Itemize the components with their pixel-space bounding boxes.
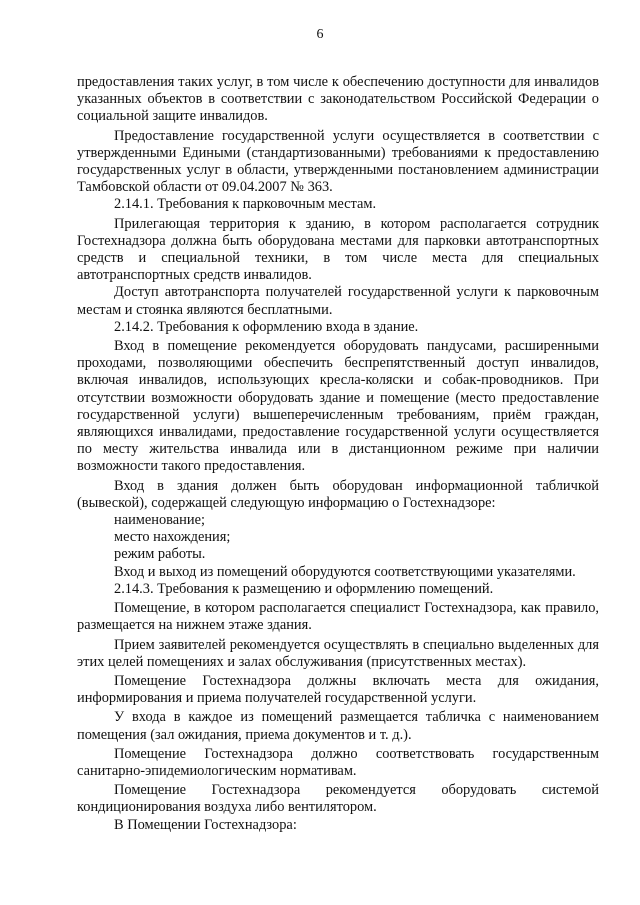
section-heading-premises: 2.14.3. Требования к размещению и оформлению помещений. xyxy=(114,580,494,597)
paragraph-room-sign: У входа в каждое из помещений размещается табличка с наименованием помещения (зал ожидания, приема документов и т. д.). xyxy=(77,709,599,743)
paragraph-entrance-sign: Вход в здания должен быть оборудован информационной табличкой (вывеской), содержащей следующую информацию о Гостехнадзоре: xyxy=(77,477,599,511)
paragraph-ventilation: Помещение Гостехнадзора рекомендуется оборудовать системой кондиционирования воздуха либо вентилятором. xyxy=(77,782,599,816)
document-body xyxy=(77,74,599,834)
paragraph-entrance-ramps: Вход в помещение рекомендуется оборудовать пандусами, расширенными проходами, позволяющими обеспечить беспрепятственный доступ инвалидов, включая инвалидов, использующих кресла-коляски и собак-проводников. При отсутствии возможности оборудовать здание и помещение (место предоставление государственной услуги) вышеперечисленным требованиям, приём граждан, являющихся инвалидами, предоставление государственной услуги осуществляется по месту жительства инвалида или в дистанционном режиме при наличии возможности такого предоставления. xyxy=(77,338,599,475)
paragraph-parking-access: Доступ автотранспорта получателей государственной услуги к парковочным местам и стоянка являются бесплатными. xyxy=(77,284,599,318)
paragraph-signposts: Вход и выход из помещений оборудуются соответствующими указателями. xyxy=(114,563,576,580)
paragraph-premises-floor: Помещение, в котором располагается специалист Гостехнадзора, как правило, размещается на нижнем этаже здания. xyxy=(77,600,599,634)
section-heading-entrance: 2.14.2. Требования к оформлению входа в здание. xyxy=(114,318,419,335)
paragraph-parking-territory: Прилегающая территория к зданию, в котором располагается сотрудник Гостехнадзора должна быть оборудована местами для парковки автотранспортных средств и специальной техники, в том числе места для специальных автотранспортных средств инвалидов. xyxy=(77,215,599,284)
paragraph-in-premises: В Помещении Гостехнадзора: xyxy=(114,816,297,833)
list-item-location: место нахождения; xyxy=(114,529,231,546)
list-item-schedule: режим работы. xyxy=(114,546,206,563)
paragraph-reception: Прием заявителей рекомендуется осуществлять в специально выделенных для этих целей помещениях и залах обслуживания (присутственных местах). xyxy=(77,636,599,670)
paragraph-waiting-places: Помещение Гостехнадзора должны включать места для ожидания, информирования и приема получателей государственной услуги. xyxy=(77,672,599,707)
list-item-name: наименование; xyxy=(114,512,205,529)
paragraph-standards: Предоставление государственной услуги осуществляется в соответствии с утвержденными Едиными (стандартизованными) требованиями к предоставлению государственных услуг в области, утвержденными постановлением администрации Тамбовской области от 09.04.2007 № 363. xyxy=(77,127,599,196)
section-heading-parking: 2.14.1. Требования к парковочным местам. xyxy=(114,196,377,213)
paragraph-continuation: предоставления таких услуг, в том числе к обеспечению доступности для инвалидов указанных объектов в соответствии с законодательством Российской Федерации о социальной защите инвалидов. xyxy=(77,74,599,125)
page-number: 6 xyxy=(316,27,324,42)
paragraph-sanitary: Помещение Гостехнадзора должно соответствовать государственным санитарно-эпидемиологическим нормативам. xyxy=(77,745,599,779)
